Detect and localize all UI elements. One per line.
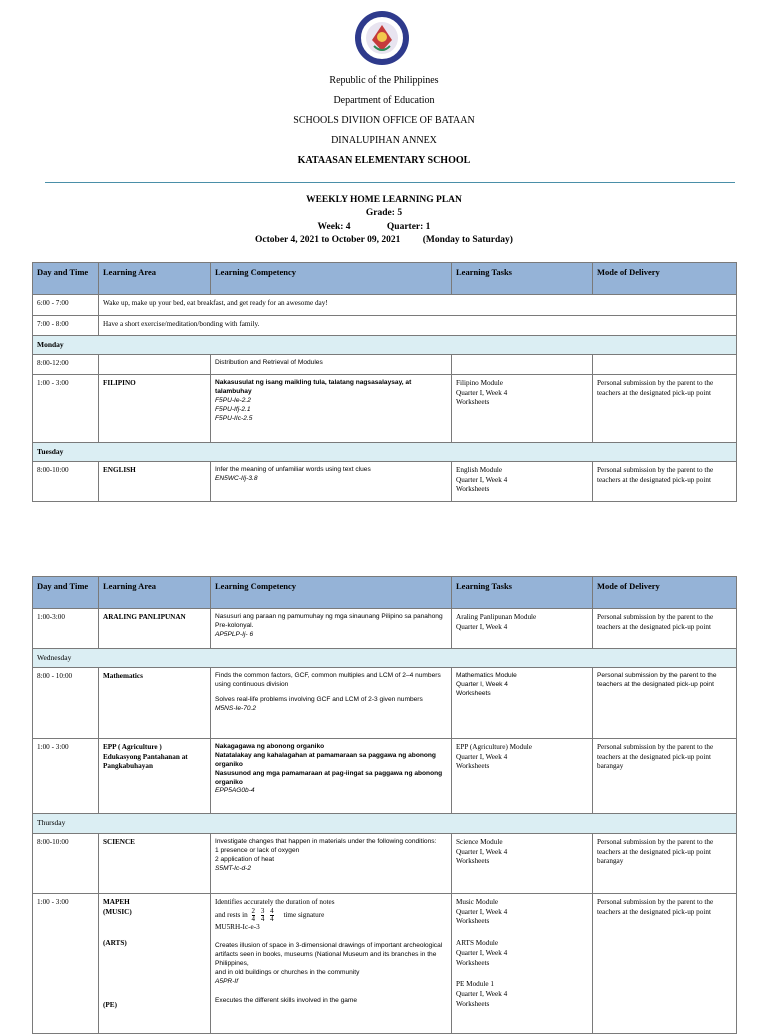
col-header-day-time: Day and Time (33, 263, 99, 295)
task-text: EPP (Agriculture) Module (456, 743, 532, 751)
col-header-learning-area: Learning Area (99, 577, 211, 609)
competency-text: Nasusuri ang paraan ng pamumuhay ng mga sinaunang Pilipino sa panahong Pre-kolonyal. (215, 613, 443, 629)
area-text: EPP ( Agriculture ) (103, 743, 162, 751)
cell-tasks (452, 834, 593, 894)
competency-code: F5PU-Ie-2.2 (215, 396, 251, 404)
day-section-row (33, 649, 737, 668)
task-text: Worksheets (456, 398, 490, 407)
cell-area: Mathematics (99, 668, 211, 739)
task-text: Quarter I, Week 4 (456, 948, 508, 957)
task-text: Mathematics Module (456, 672, 517, 679)
cell-time: 1:00-3:00 (33, 609, 99, 649)
cell-area (99, 894, 211, 1034)
task-text: Quarter I, Week 4 (456, 622, 508, 631)
cell-area (99, 739, 211, 814)
header-district: DINALUPIHAN ANNEX (331, 135, 437, 146)
cell-tasks (452, 739, 593, 814)
day-section-row (33, 336, 737, 355)
cell-time: 1:00 - 3:00 (33, 739, 99, 814)
plan-week: Week: 4 (317, 222, 351, 232)
cell-time: 8:00-12:00 (33, 355, 99, 375)
task-text: ARTS Module (456, 939, 499, 948)
cell-activity: Have a short exercise/meditation/bonding with family. (99, 316, 737, 336)
competency-text: Executes the different skills involved in the game (215, 996, 358, 1004)
col-header-mode-of-delivery: Mode of Delivery (593, 263, 737, 295)
cell-mode: Personal submission by the parent to the teachers at the designated pick-up point (593, 609, 737, 649)
competency-code: AP5PLP-Ij- 6 (215, 630, 254, 638)
table-row (33, 609, 737, 649)
task-text: Araling Panlipunan Module (456, 613, 537, 621)
task-text: Quarter I, Week 4 (456, 752, 508, 761)
competency-code: EPP5AG0b-4 (215, 787, 255, 795)
task-text: Quarter I, Week 4 (456, 388, 508, 397)
task-text: Worksheets (456, 958, 490, 967)
cell-time: 1:00 - 3:00 (33, 375, 99, 443)
cell-competency (211, 375, 452, 443)
task-text: Worksheets (456, 762, 490, 771)
competency-text: 2 application of heat (215, 855, 275, 863)
cell-area: ENGLISH (99, 462, 211, 502)
fraction: $\frac{4}{4}$ (270, 906, 274, 923)
competency-code: A5PR-If (215, 978, 239, 985)
task-text: Quarter I, Week 4 (456, 680, 508, 688)
table-row (33, 668, 737, 739)
cell-competency (211, 668, 452, 739)
cell-mode: Personal submission by the parent to the teachers at the designated pick-up point barangay (593, 834, 737, 894)
task-text: Worksheets (456, 857, 490, 866)
cell-time: 8:00-10:00 (33, 462, 99, 502)
cell-tasks (452, 355, 593, 375)
header-division: SCHOOLS DIVIION OFFICE OF BATAAN (293, 115, 475, 126)
task-text: Worksheets (456, 485, 490, 494)
deped-seal-logo (354, 10, 410, 66)
cell-competency (211, 834, 452, 894)
cell-time: 6:00 - 7:00 (33, 295, 99, 316)
col-header-learning-competency: Learning Competency (211, 577, 452, 609)
cell-mode: Personal submission by the parent to the teachers at the designated pick-up point (593, 894, 737, 1034)
cell-competency: Distribution and Retrieval of Modules (211, 355, 452, 375)
competency-text: Identifies accurately the duration of notes (215, 898, 335, 906)
header-department: Department of Education (333, 95, 435, 106)
competency-text: Finds the common factors, GCF, common multiples and LCM of 2–4 numbers using continuous division (215, 672, 441, 688)
competency-text: and rests in (215, 910, 248, 919)
day-label-monday: Monday (33, 336, 737, 355)
day-label-wednesday: Wednesday (33, 649, 737, 668)
col-header-learning-area: Learning Area (99, 263, 211, 295)
task-text: English Module (456, 466, 503, 474)
cell-competency (211, 739, 452, 814)
area-text: (MUSIC) (103, 907, 132, 916)
plan-week-quarter (0, 222, 768, 232)
task-text: Filipino Module (456, 379, 503, 387)
task-text: Quarter I, Week 4 (456, 847, 508, 856)
plan-quarter: Quarter: 1 (386, 222, 431, 232)
competency-text: Natatalakay ang kahalagahan at pamamaraan sa paggawa ng abonong organiko (215, 751, 436, 768)
competency-code: EN5WC-IIj-3.8 (215, 474, 258, 482)
competency-text: Nakasusulat ng isang maikling tula, talatang nagsasalaysay, at talambuhay (215, 379, 412, 395)
competency-text: and in old buildings or churches in the community (215, 969, 360, 977)
fraction: $\frac{3}{4}$ (260, 906, 265, 923)
table-row (33, 295, 737, 316)
header-school: KATAASAN ELEMENTARY SCHOOL (297, 155, 471, 166)
competency-text: Creates illusion of space in 3-dimensional drawings of important archeological artifacts seen in books, museums (National Museum and its branches in the Philippines, (215, 942, 443, 968)
cell-time: 8:00 - 10:00 (33, 668, 99, 739)
competency-code: F5PU-IIc-2.5 (215, 414, 253, 422)
task-text: Quarter I, Week 4 (456, 907, 508, 916)
col-header-mode-of-delivery: Mode of Delivery (593, 577, 737, 609)
col-header-day-time: Day and Time (33, 577, 99, 609)
cell-time: 7:00 - 8:00 (33, 316, 99, 336)
cell-area: SCIENCE (99, 834, 211, 894)
task-text: Quarter I, Week 4 (456, 990, 508, 999)
task-text: PE Module 1 (456, 980, 494, 989)
competency-text: Infer the meaning of unfamiliar words using text clues (215, 466, 371, 473)
cell-mode: Personal submission by the parent to the teachers at the designated pick-up point (593, 668, 737, 739)
table-row (33, 316, 737, 336)
table-row (33, 739, 737, 814)
cell-area (99, 355, 211, 375)
task-text: Quarter I, Week 4 (456, 475, 508, 484)
cell-mode (593, 355, 737, 375)
table-row (33, 375, 737, 443)
task-text: Science Module (456, 838, 503, 846)
cell-mode: Personal submission by the parent to the teachers at the designated pick-up point (593, 462, 737, 502)
area-text: (ARTS) (103, 939, 127, 948)
cell-mode: Personal submission by the parent to the teachers at the designated pick-up point barangay (593, 739, 737, 814)
competency-text: Investigate changes that happen in materials under the following conditions: (215, 838, 437, 845)
competency-text: 1 presence or lack of oxygen (215, 846, 300, 854)
col-header-learning-competency: Learning Competency (211, 263, 452, 295)
table-row (33, 834, 737, 894)
cell-tasks (452, 375, 593, 443)
plan-grade: Grade: 5 (365, 208, 403, 218)
table-row (33, 894, 737, 1034)
cell-competency (211, 609, 452, 649)
plan-title: WEEKLY HOME LEARNING PLAN (306, 195, 462, 205)
table-row (33, 355, 737, 375)
header-country: Republic of the Philippines (329, 75, 439, 86)
plan-days: (Monday to Saturday) (422, 235, 513, 245)
day-label-thursday: Thursday (33, 814, 737, 834)
plan-dates-line (0, 235, 768, 245)
competency-code: M5NS-Ie-70.2 (215, 704, 257, 712)
task-text: Worksheets (456, 689, 491, 697)
col-header-learning-tasks: Learning Tasks (452, 263, 593, 295)
cell-tasks (452, 609, 593, 649)
cell-tasks (452, 462, 593, 502)
competency-text: Solves real-life problems involving GCF and LCM of 2-3 given numbers (215, 695, 423, 703)
competency-code: F5PU-Ifj-2.1 (215, 405, 251, 413)
cell-activity: Wake up, make up your bed, eat breakfast, and get ready for an awesome day! (99, 295, 737, 316)
cell-mode: Personal submission by the parent to the teachers at the designated pick-up point (593, 375, 737, 443)
day-section-row (33, 443, 737, 462)
area-text: (PE) (103, 1001, 117, 1010)
cell-time: 1:00 - 3:00 (33, 894, 99, 1034)
cell-time: 8:00-10:00 (33, 834, 99, 894)
cell-tasks (452, 894, 593, 1034)
area-text: MAPEH (103, 898, 130, 906)
task-text: Worksheets (456, 917, 490, 926)
table-row (33, 462, 737, 502)
area-text: Edukasyong Pantahanan at Pangkabuhayan (103, 752, 188, 771)
competency-text-fractions (215, 908, 447, 923)
learning-plan-table-1 (32, 262, 737, 502)
plan-dates: October 4, 2021 to October 09, 2021 (255, 235, 401, 245)
cell-area: ARALING PANLIPUNAN (99, 609, 211, 649)
table-header-row (33, 263, 737, 295)
competency-text: Nasusunod ang mga pamamaraan at pag-iingat sa paggawa ng abonong organiko (215, 769, 443, 786)
day-section-row (33, 814, 737, 834)
cell-competency (211, 462, 452, 502)
day-label-tuesday: Tuesday (33, 443, 737, 462)
task-text: Worksheets (456, 999, 490, 1008)
competency-text: Nakagagawa ng abonong organiko (215, 743, 325, 750)
learning-plan-table-2 (32, 576, 737, 1034)
table-header-row (33, 577, 737, 609)
col-header-learning-tasks: Learning Tasks (452, 577, 593, 609)
cell-tasks (452, 668, 593, 739)
fraction: $\frac{2}{4}$ (251, 906, 256, 923)
competency-code: S5MT-Ic-d-2 (215, 864, 252, 872)
cell-competency (211, 894, 452, 1034)
cell-area: FILIPINO (99, 375, 211, 443)
competency-code: MU5RH-Ic-e-3 (215, 922, 260, 931)
competency-text: time signature (283, 910, 325, 919)
task-text: Music Module (456, 898, 499, 906)
header-divider (45, 182, 735, 183)
